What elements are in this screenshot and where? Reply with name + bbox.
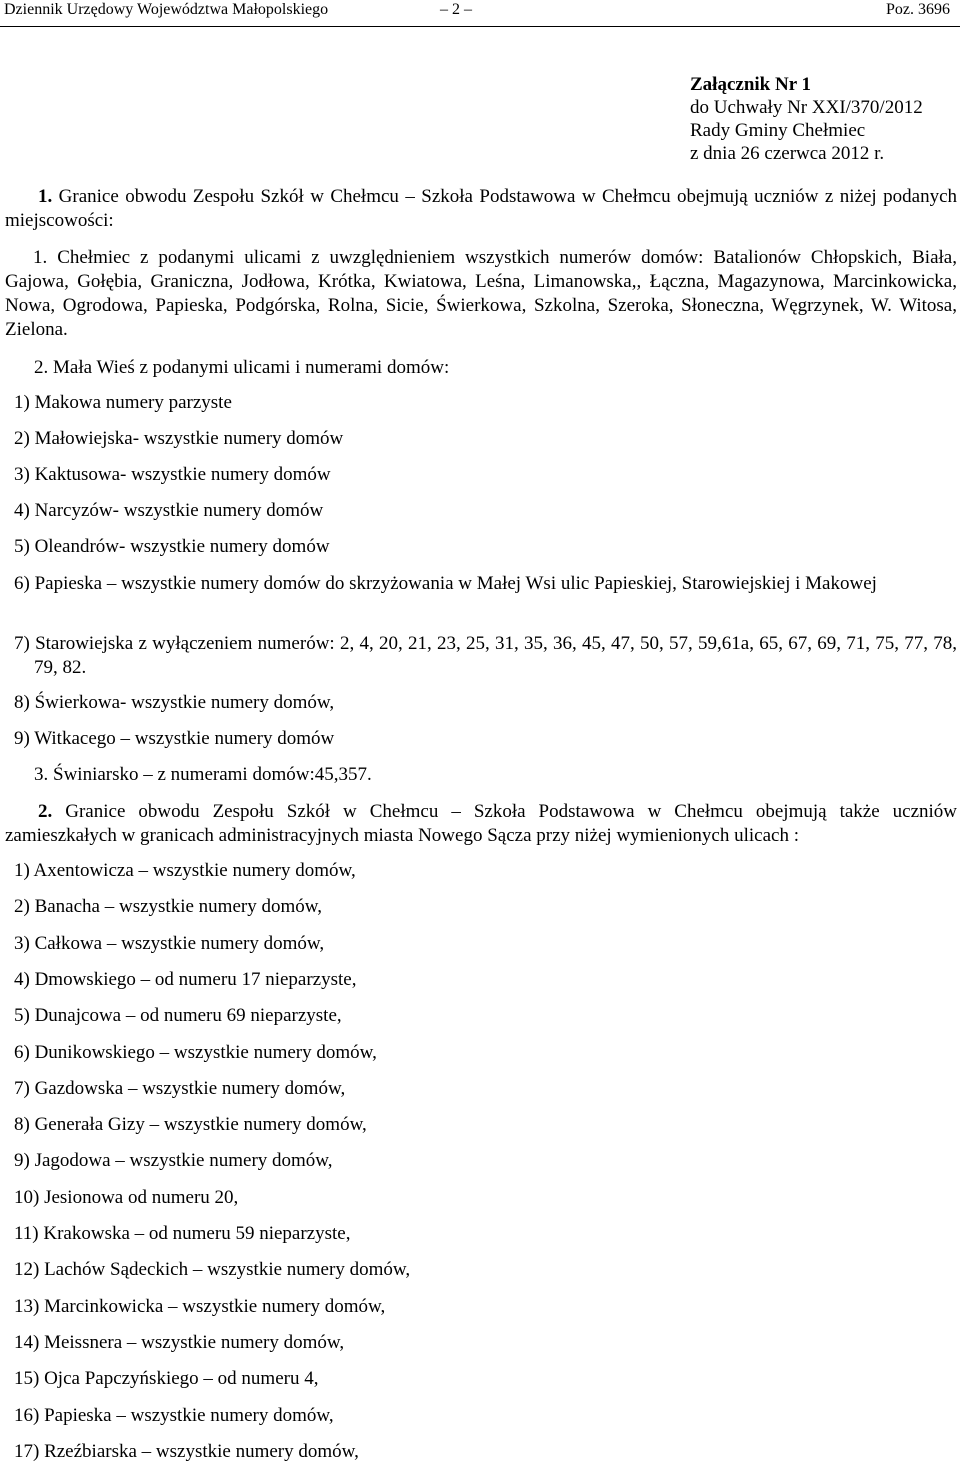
annex-title: Załącznik Nr 1 <box>690 74 812 95</box>
annex-line-2: Rady Gminy Chełmiec <box>690 120 866 141</box>
journal-title: Dziennik Urzędowy Województwa Małopolskiego <box>4 1 329 18</box>
list-item: 14) Meissnera – wszystkie numery domów, <box>14 1331 345 1353</box>
list-item: 2) Banacha – wszystkie numery domów, <box>14 896 322 918</box>
annex-line-3: z dnia 26 czerwca 2012 r. <box>690 143 885 164</box>
section-1-paragraph-3: 3. Świniarsko – z numerami domów:45,357. <box>34 764 372 785</box>
list-item: 12) Lachów Sądeckich – wszystkie numery domów, <box>14 1259 411 1281</box>
list-item: 16) Papieska – wszystkie numery domów, <box>14 1404 334 1426</box>
section-2-intro <box>5 800 957 848</box>
list-item: 7) Starowiejska z wyłączeniem numerów: 2, 4, 20, 21, 23, 25, 31, 35, 36, 45, 47, 50, 57, 59,61a, 65, 67, 69, 71, 75, 77, 78, 79, 82. <box>14 633 957 678</box>
list-item: 10) Jesionowa od numeru 20, <box>14 1186 239 1208</box>
list-item: 1) Axentowicza – wszystkie numery domów, <box>14 860 356 881</box>
section-1-paragraph-2: 2. Mała Wieś z podanymi ulicami i numerami domów: <box>34 357 450 378</box>
list-item: 11) Krakowska – od numeru 59 nieparzyste, <box>14 1223 351 1244</box>
list-item: 2) Małowiejska- wszystkie numery domów <box>14 428 344 449</box>
list-item: 17) Rzeźbiarska – wszystkie numery domów, <box>14 1440 359 1462</box>
list-item: 5) Dunajcowa – od numeru 69 nieparzyste, <box>14 1005 342 1027</box>
list-item: 8) Świerkowa- wszystkie numery domów, <box>14 692 335 713</box>
list-item: 6) Dunikowskiego – wszystkie numery domów, <box>14 1041 377 1063</box>
section-2-text: Granice obwodu Zespołu Szkół w Chełmcu – Szkoła Podstawowa w Chełmcu obejmują także uczniów zamieszkałych w granicach administracyjnych miasta Nowego Sącza przy niżej wymienionych ulicach : <box>5 801 958 846</box>
header-rule <box>0 26 960 27</box>
list-item: 3) Całkowa – wszystkie numery domów, <box>14 932 325 954</box>
annex-line-1: do Uchwały Nr XXI/370/2012 <box>690 97 923 118</box>
annex-block <box>690 73 923 165</box>
section-1-number: 1. <box>38 186 53 207</box>
page-number: – 2 – <box>440 1 472 18</box>
section-2-number: 2. <box>38 801 53 822</box>
list-item: 8) Generała Gizy – wszystkie numery domów, <box>14 1114 367 1136</box>
list-item: 6) Papieska – wszystkie numery domów do skrzyżowania w Małej Wsi ulic Papieskiej, Starowiejskiej i Makowej <box>14 573 877 594</box>
list-item: 13) Marcinkowicka – wszystkie numery domów, <box>14 1295 386 1317</box>
list-item: 3) Kaktusowa- wszystkie numery domów <box>14 464 331 485</box>
page-header <box>0 0 960 20</box>
list-item: 4) Dmowskiego – od numeru 17 nieparzyste, <box>14 968 357 990</box>
list-item: 5) Oleandrów- wszystkie numery domów <box>14 536 330 557</box>
position-number: Poz. 3696 <box>886 1 950 18</box>
section-1-intro <box>5 185 957 233</box>
list-item: 1) Makowa numery parzyste <box>14 392 232 413</box>
list-item: 9) Witkacego – wszystkie numery domów <box>14 728 335 749</box>
list-item: 9) Jagodowa – wszystkie numery domów, <box>14 1150 333 1172</box>
list-item: 7) Gazdowska – wszystkie numery domów, <box>14 1077 346 1099</box>
list-item: 15) Ojca Papczyńskiego – od numeru 4, <box>14 1368 319 1390</box>
section-1-paragraph-1: 1. Chełmiec z podanymi ulicami z uwzględnieniem wszystkich numerów domów: Batalionów Chłopskich, Biała, Gajowa, Gołębia, Graniczna, Jodłowa, Krótka, Kwiatowa, Leśna, Limanowska,, Łączna, Magazynowa, Marcinkowicka, Nowa, Ogrodowa, Papieska, Podgórska, Rolna, Sicie, Świerkowa, Szkolna, Szeroka, Słoneczna, Węgrzynek, W. Witosa, Zielona. <box>5 247 957 340</box>
section-1-text: Granice obwodu Zespołu Szkół w Chełmcu – Szkoła Podstawowa w Chełmcu obejmują uczniów z niżej podanych miejscowości: <box>5 186 957 231</box>
list-item: 4) Narcyzów- wszystkie numery domów <box>14 500 324 521</box>
